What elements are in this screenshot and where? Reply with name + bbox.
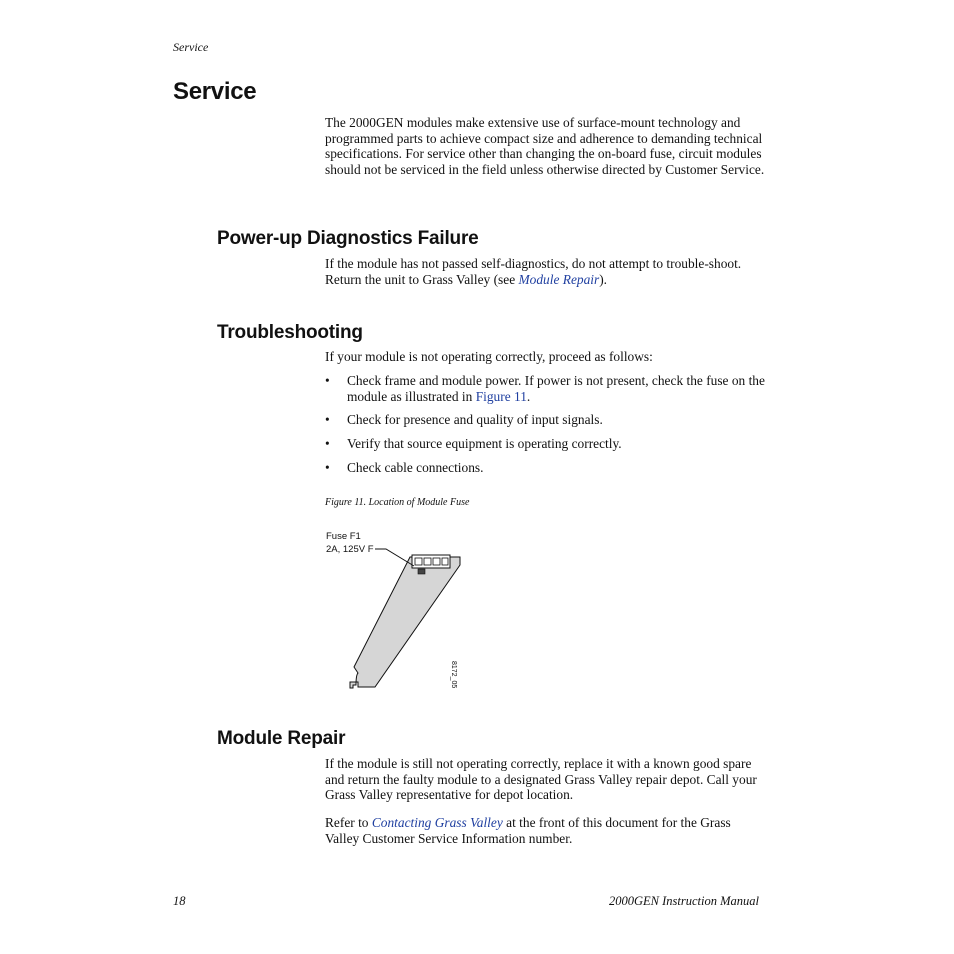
running-head: Service	[173, 40, 209, 54]
module-repair-link[interactable]: Module Repair	[518, 271, 600, 287]
list-item-text: Verify that source equipment is operating correctly.	[347, 436, 622, 452]
heading-troubleshooting: Troubleshooting	[217, 322, 363, 343]
bullet-icon: •	[325, 373, 330, 388]
bullet-icon: •	[325, 412, 330, 428]
bullet-icon: •	[325, 459, 330, 475]
figure-caption: Figure 11. Location of Module Fuse	[325, 497, 470, 508]
list-item-text: Check for presence and quality of input signals.	[347, 412, 603, 428]
paragraph-text-end: at the front of this document for the Grass Valley Customer Service Information number.	[325, 815, 731, 846]
module-repair-paragraph-2	[325, 815, 765, 846]
intro-paragraph: The 2000GEN modules make extensive use of surface-mount technology and programmed parts to achieve compact size and adherence to demanding technical specifications. For service other than changing the on-board fuse, circuit modules should not be serviced in the field unless otherwise directed by Customer Service.	[325, 115, 765, 178]
page-title: Service	[173, 78, 257, 105]
list-item	[325, 412, 765, 428]
power-up-paragraph	[325, 256, 765, 287]
troubleshooting-intro: If your module is not operating correctly, proceed as follows:	[325, 349, 653, 364]
contacting-grass-valley-link[interactable]: Contacting Grass Valley	[371, 815, 503, 830]
troubleshooting-list	[325, 373, 765, 484]
page-number: 18	[173, 894, 186, 908]
bullet-icon: •	[325, 436, 330, 452]
list-item	[325, 373, 765, 404]
list-item	[325, 436, 765, 452]
manual-title: 2000GEN Instruction Manual	[609, 894, 759, 908]
list-item-text: Check frame and module power. If power is not present, check the fuse on the module as illustrated in	[347, 373, 765, 404]
list-item	[325, 460, 765, 476]
module-fuse-figure	[320, 525, 470, 695]
fuse-label-line2: 2A, 125V F	[326, 544, 374, 555]
power-up-text-end: ).	[599, 271, 608, 287]
drawing-id: 8172_05	[450, 661, 457, 689]
list-item-text-end: .	[526, 388, 531, 404]
heading-module-repair: Module Repair	[217, 728, 346, 749]
paragraph-text: Refer to	[325, 815, 372, 830]
fuse-label-line1: Fuse F1	[326, 531, 361, 542]
heading-power-up-diagnostics: Power-up Diagnostics Failure	[217, 228, 479, 249]
figure-11-link[interactable]: Figure 11	[475, 388, 527, 404]
module-repair-paragraph-1: If the module is still not operating correctly, replace it with a known good spare and return the faulty module to a designated Grass Valley repair depot. Call your Grass Valley representative for depot location.	[325, 756, 757, 803]
power-up-text: If the module has not passed self-diagnostics, do not attempt to trouble-shoot. Return the unit to Grass Valley (see	[325, 256, 742, 287]
list-item-text: Check cable connections.	[347, 459, 484, 475]
circuit-board	[350, 557, 460, 688]
